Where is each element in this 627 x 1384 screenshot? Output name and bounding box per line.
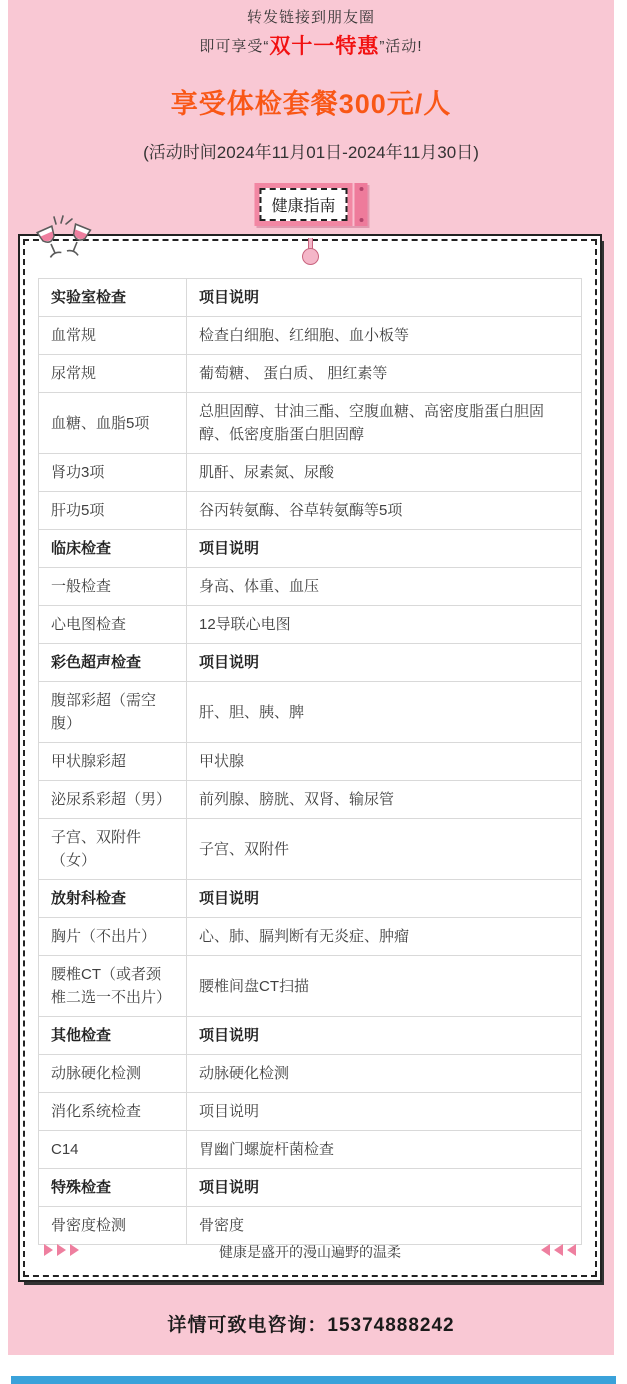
table-row <box>39 568 582 606</box>
badge-dot-icon <box>360 218 364 222</box>
table-row <box>39 682 582 743</box>
table-row <box>39 819 582 880</box>
desc-cell: 甲状腺 <box>187 743 582 781</box>
item-cell: 腹部彩超（需空腹） <box>39 682 187 743</box>
item-cell: 实验室检查 <box>39 279 187 317</box>
desc-cell: 肝、胆、胰、脾 <box>187 682 582 743</box>
desc-cell: 项目说明 <box>187 1169 582 1207</box>
wine-glasses-icon <box>32 214 98 274</box>
desc-cell: 前列腺、膀胱、双肾、输尿管 <box>187 781 582 819</box>
table-row <box>39 918 582 956</box>
table-row <box>39 1093 582 1131</box>
table-row <box>39 1169 582 1207</box>
desc-cell: 子宫、双附件 <box>187 819 582 880</box>
desc-cell: 心、肺、膈判断有无炎症、肿瘤 <box>187 918 582 956</box>
table-row <box>39 1017 582 1055</box>
triangle-left-icon <box>554 1244 563 1256</box>
promo-line2-suffix: ”活动! <box>379 38 423 55</box>
item-cell: 彩色超声检查 <box>39 644 187 682</box>
desc-cell: 项目说明 <box>187 530 582 568</box>
badge-dot-icon <box>360 187 364 191</box>
table-row <box>39 1207 582 1245</box>
desc-cell: 胃幽门螺旋杆菌检查 <box>187 1131 582 1169</box>
activity-period: (活动时间2024年11月01日-2024年11月30日) <box>143 143 479 162</box>
table-row <box>39 317 582 355</box>
item-cell: 肝功5项 <box>39 492 187 530</box>
desc-cell: 葡萄糖、 蛋白质、 胆红素等 <box>187 355 582 393</box>
desc-cell: 骨密度 <box>187 1207 582 1245</box>
desc-cell: 项目说明 <box>187 1017 582 1055</box>
item-cell: 骨密度检测 <box>39 1207 187 1245</box>
desc-cell: 项目说明 <box>187 644 582 682</box>
promo-highlight: 双十一特惠 <box>269 35 380 58</box>
table-row <box>39 393 582 454</box>
table-row <box>39 492 582 530</box>
item-cell: 肾功3项 <box>39 454 187 492</box>
checkup-table-body <box>39 279 582 1245</box>
package-title: 享受体检套餐300元/人 <box>170 89 452 119</box>
desc-cell: 总胆固醇、甘油三酯、空腹血糖、高密度脂蛋白胆固醇、低密度脂蛋白胆固醇 <box>187 393 582 454</box>
item-cell: 子宫、双附件（女） <box>39 819 187 880</box>
desc-cell: 项目说明 <box>187 1093 582 1131</box>
table-row <box>39 781 582 819</box>
item-cell: 腰椎CT（或者颈椎二选一不出片） <box>39 956 187 1017</box>
table-row <box>39 956 582 1017</box>
badge-stub <box>353 183 368 226</box>
item-cell: 消化系统检查 <box>39 1093 187 1131</box>
item-cell: 其他检查 <box>39 1017 187 1055</box>
table-row <box>39 530 582 568</box>
item-cell: 胸片（不出片） <box>39 918 187 956</box>
badge-body <box>254 183 352 226</box>
hanging-pin-icon <box>300 238 320 265</box>
item-cell: 特殊检查 <box>39 1169 187 1207</box>
table-row <box>39 454 582 492</box>
item-cell: 血常规 <box>39 317 187 355</box>
health-guide-badge <box>254 183 367 226</box>
desc-cell: 肌酐、尿素氮、尿酸 <box>187 454 582 492</box>
desc-cell: 项目说明 <box>187 279 582 317</box>
table-row <box>39 606 582 644</box>
item-cell: 一般检查 <box>39 568 187 606</box>
item-cell: 泌尿系彩超（男） <box>39 781 187 819</box>
promo-line-2 <box>8 30 614 60</box>
triangle-left-icon <box>541 1244 550 1256</box>
desc-cell: 动脉硬化检测 <box>187 1055 582 1093</box>
desc-cell: 身高、体重、血压 <box>187 568 582 606</box>
promo-line-1: 转发链接到朋友圈 <box>246 9 375 26</box>
pink-panel <box>8 0 614 1355</box>
desc-cell: 12导联心电图 <box>187 606 582 644</box>
bottom-blue-bar <box>11 1376 616 1384</box>
promo-line2-prefix: 即可享受“ <box>199 38 270 55</box>
badge-label: 健康指南 <box>259 188 347 221</box>
triangle-right-icon <box>44 1244 53 1256</box>
table-row <box>39 1055 582 1093</box>
checkup-table <box>38 278 582 1245</box>
triangle-right-icon <box>57 1244 66 1256</box>
slogan-text: 健康是盛开的漫山遍野的温柔 <box>219 1244 401 1260</box>
table-row <box>39 355 582 393</box>
checkup-card <box>18 234 602 1282</box>
table-row <box>39 743 582 781</box>
desc-cell: 腰椎间盘CT扫描 <box>187 956 582 1017</box>
item-cell: 放射科检查 <box>39 880 187 918</box>
triangle-left-icon <box>567 1244 576 1256</box>
triangle-right-icon <box>70 1244 79 1256</box>
triangle-right-icons <box>42 1243 81 1261</box>
desc-cell: 检查白细胞、红细胞、血小板等 <box>187 317 582 355</box>
table-row <box>39 279 582 317</box>
item-cell: 动脉硬化检测 <box>39 1055 187 1093</box>
pin-ball <box>302 248 319 265</box>
table-row <box>39 644 582 682</box>
item-cell: 尿常规 <box>39 355 187 393</box>
item-cell: C14 <box>39 1131 187 1169</box>
slogan-row <box>20 1242 600 1262</box>
desc-cell: 项目说明 <box>187 880 582 918</box>
triangle-left-icons <box>539 1243 578 1261</box>
item-cell: 血糖、血脂5项 <box>39 393 187 454</box>
desc-cell: 谷丙转氨酶、谷草转氨酶等5项 <box>187 492 582 530</box>
table-row <box>39 1131 582 1169</box>
item-cell: 心电图检查 <box>39 606 187 644</box>
item-cell: 甲状腺彩超 <box>39 743 187 781</box>
item-cell: 临床检查 <box>39 530 187 568</box>
table-row <box>39 880 582 918</box>
contact-line: 详情可致电咨询：15374888242 <box>167 1315 455 1336</box>
